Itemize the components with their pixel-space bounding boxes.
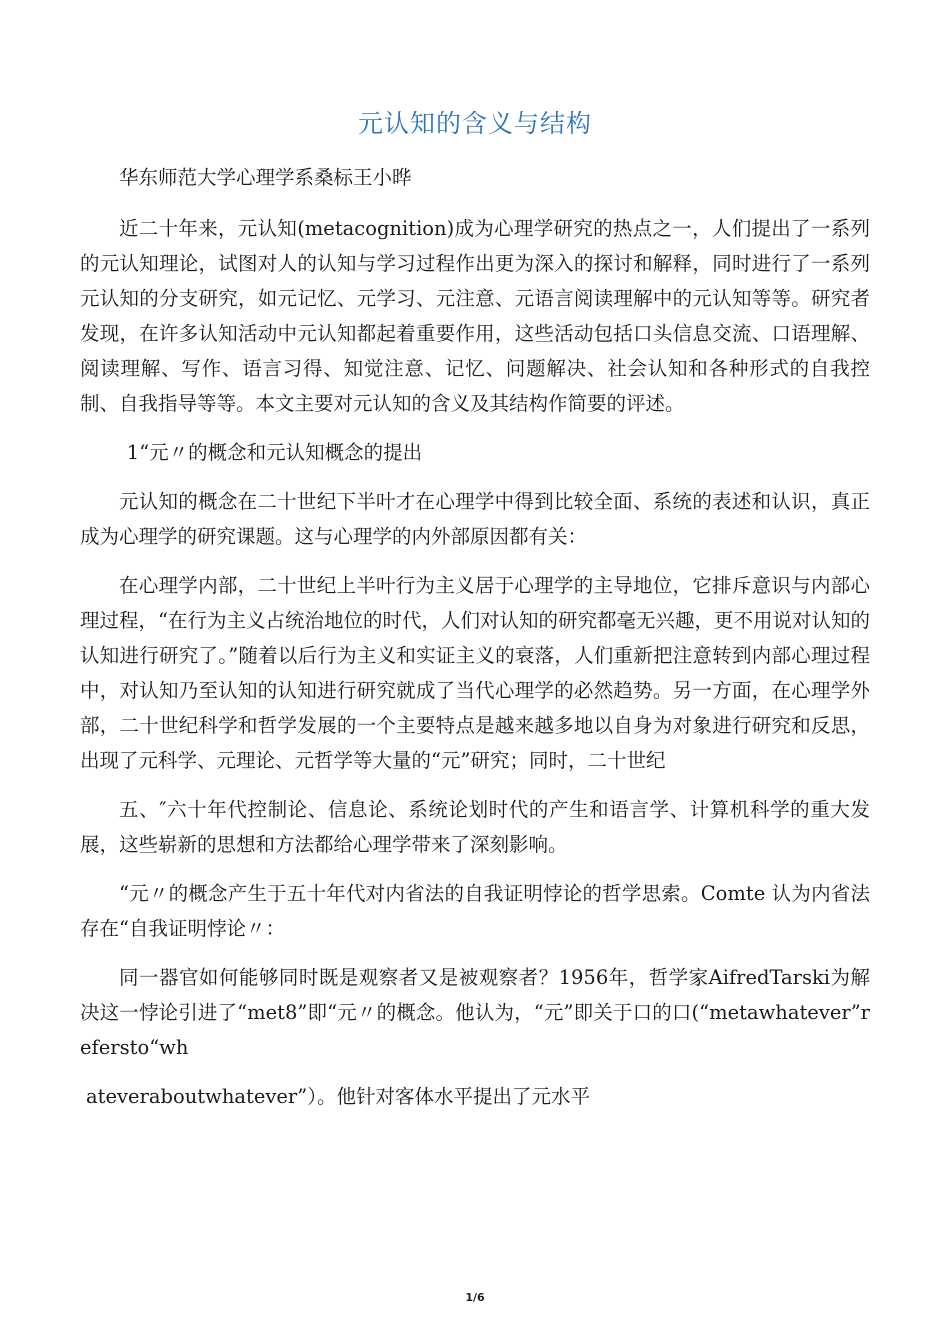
paragraph-intro: 近二十年来，元认知(metacognition)成为心理学研究的热点之一，人们提出了一系列的元认知理论，试图对人的认知与学习过程作出更为深入的探讨和解释，同时进行了一系列元认知的分支研究，如元记忆、元学习、元注意、元语言阅读理解中的元认知等等。研究者发现，在许多认知活动中元认知都起着重要作用，这些活动包括口头信息交流、口语理解、阅读理解、写作、语言习得、知觉注意、记忆、问题解决、社会认知和各种形式的自我控制、自我指导等等。本文主要对元认知的含义及其结构作简要的评述。: [80, 217, 870, 415]
paragraph-continuation: ateveraboutwhatever”）。他针对客体水平提出了元水平: [86, 1085, 590, 1108]
paragraph-internal-external: 在心理学内部，二十世纪上半叶行为主义居于心理学的主导地位，它排斥意识与内部心理过程，“在行为主义占统治地位的时代，人们对认知的研究都毫无兴趣，更不用说对认知的认知进行研究了。”随着以后行为主义和实证主义的衰落，人们重新把注意转到内部心理过程中，对认知乃至认知的认知进行研究就成了当代心理学的必然趋势。另一方面，在心理学外部，二十世纪科学和哲学发展的一个主要特点是越来越多地以自身为对象进行研究和反思，出现了元科学、元理论、元哲学等大量的“元”研究；同时，二十世纪: [80, 574, 870, 772]
paragraph-tarski: 同一器官如何能够同时既是观察者又是被观察者？1956年，哲学家AifredTarski为解决这一悖论引进了“met8”即“元〃的概念。他认为，“元”即关于口的口(“metawhatever”refersto“wh: [80, 966, 870, 1059]
paragraph-meta-origin: “元〃的概念产生于五十年代对内省法的自我证明悖论的哲学思索。Comte 认为内省法存在“自我证明悖论〃：: [80, 882, 870, 940]
paragraph-sixties: 五、″六十年代控制论、信息论、系统论划时代的产生和语言学、计算机科学的重大发展，这些崭新的思想和方法都给心理学带来了深刻影响。: [80, 798, 870, 856]
paragraph-concept: 元认知的概念在二十世纪下半叶才在心理学中得到比较全面、系统的表述和认识，真正成为心理学的研究课题。这与心理学的内外部原因都有关：: [80, 490, 870, 548]
document-title: 元认知的含义与结构: [357, 109, 592, 138]
page-number: 1/6: [465, 1291, 485, 1304]
section-heading-1: 1“元〃的概念和元认知概念的提出: [126, 441, 423, 464]
document-body: [80, 160, 870, 1128]
author-line: 华东师范大学心理学系桑标王小晔: [119, 166, 412, 189]
